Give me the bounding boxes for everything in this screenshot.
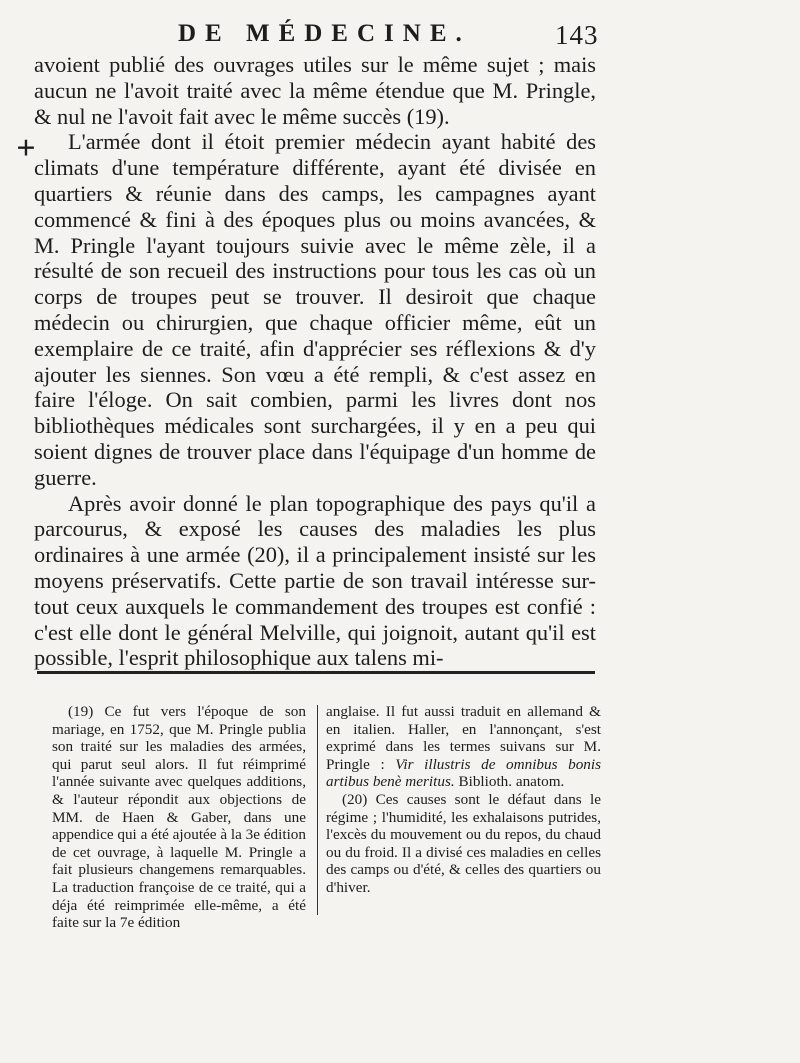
footnote-rule <box>37 671 595 674</box>
paragraph: L'armée dont il étoit premier médecin ayant habité des climats d'une température différente, ayant été divisée en quartiers & réunie dans des camps, les campagnes ayant commencé & fini à des époques plus ou moins avancées, & M. Pringle l'ayant toujours suivie avec le même zèle, il a résulté de son recueil des instructions pour tous les cas où un corps de troupes peut se trouver. Il desiroit que chaque médecin ou chirurgien, que chaque officier même, eût un exemplaire de ce traité, afin d'apprécier ses réflexions & d'y ajouter les siennes. Son vœu a été rempli, & c'est assez en faire l'éloge. On sait combien, parmi les livres dont nos bibliothèques médicales sont surchargées, il y en a peu qui soient dignes de trouver place dans l'équipage d'un homme de guerre. <box>34 129 596 490</box>
page-number: 143 <box>555 20 599 50</box>
footnote-column-right <box>326 703 601 897</box>
footnote-19-continued <box>326 703 601 791</box>
page-header <box>0 20 800 54</box>
running-head: DE MÉDECINE. <box>178 20 471 47</box>
footnote-20: (20) Ces causes sont le défaut dans le régime ; l'humidité, les exhalaisons putrides, l'excès du mouvement ou du repos, du chaud ou du froid. Il a divisé ces maladies en celles des camps ou d'été, & celles des quartiers ou d'hiver. <box>326 790 601 896</box>
main-text <box>34 52 596 671</box>
column-divider <box>317 705 318 915</box>
handwritten-margin-mark: + <box>16 130 36 167</box>
footnote-19-text: anglaise. Il fut aussi traduit en allemand & en italien. Haller, en l'annonçant, s'est exprimé dans les termes suivans sur M. Pringle : <box>326 703 601 773</box>
paragraph: Après avoir donné le plan topographique des pays qu'il a parcourus, & exposé les causes des maladies les plus ordinaires à une armée (20), il a principalement insisté sur les moyens préservatifs. Cette partie de son travail intéresse sur-tout ceux auxquels le commandement des troupes est confié : c'est elle dont le général Melville, qui joignoit, autant qu'il est possible, l'esprit philosophique aux talens mi- <box>34 490 596 671</box>
quote-source: Biblioth. anatom. <box>458 773 565 791</box>
footnote-19: (19) Ce fut vers l'époque de son mariage, en 1752, que M. Pringle publia son traité sur les maladies des armées, qui parut seul alors. Il fut réimprimé l'année suivante avec quelques additions, & l'auteur répondit aux objections de MM. de Haen & Gaber, dans une appendice qui a été ajoutée à la 3e édition de cet ouvrage, à laquelle M. Pringle a fait plusieurs changemens remarquables. La traduction françoise de ce traité, qui a déja été reimprimée elle-même, a été faite sur la 7e édition <box>52 703 306 932</box>
footnotes <box>52 703 601 933</box>
footnote-column-left <box>52 703 306 932</box>
paragraph-continuation: avoient publié des ouvrages utiles sur le même sujet ; mais aucun ne l'avoit traité avec la même étendue que M. Pringle, & nul ne l'avoit fait avec le même succès (19). <box>34 52 596 129</box>
latin-quote: Vir illustris de omnibus bonis artibus benè meritus. <box>326 755 602 791</box>
